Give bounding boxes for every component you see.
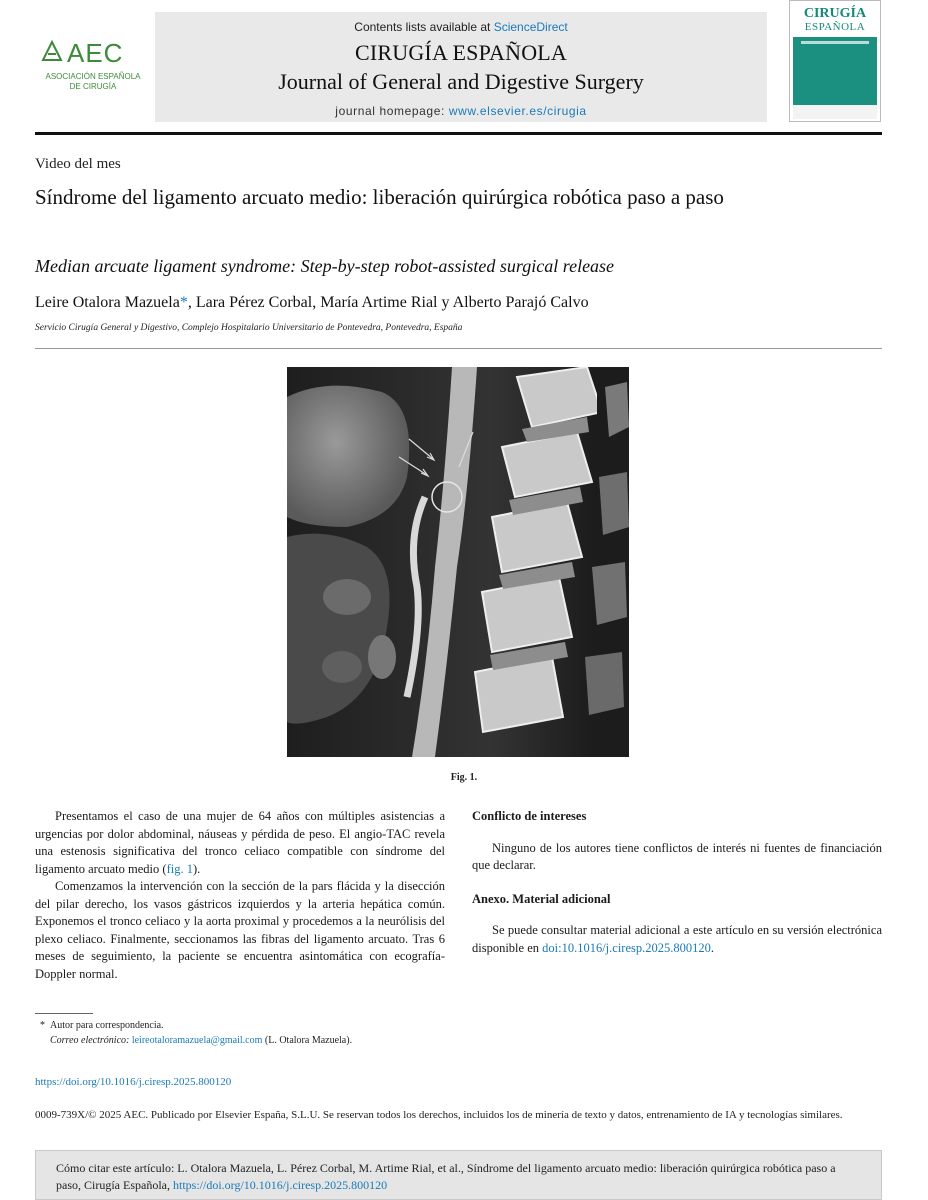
body-paragraph-1: Presentamos el caso de una mujer de 64 años con múltiples asistencias a urgencias por dolor abdominal, náuseas y pérdida de peso. El angio-TAC revela una estenosis significativa del tronco celiaco compatible con síndrome del ligamento arcuato medio (fig. 1). (35, 809, 445, 876)
sciencedirect-link[interactable]: ScienceDirect (493, 20, 568, 34)
header-divider (35, 132, 882, 135)
article-title-es: Síndrome del ligamento arcuato medio: liberación quirúrgica robótica paso a paso (35, 185, 724, 209)
citation-text: Cómo citar este artículo: L. Otalora Mazuela, L. Pérez Corbal, M. Artime Rial, et al., Síndrome del ligamento arcuato medio: liberación quirúrgica robótica paso a paso, Cirugía Española, https://doi.org/10.1016/j.ciresp.2025.800120 (56, 1161, 836, 1192)
supplementary-doi-link[interactable]: doi:10.1016/j.ciresp.2025.800120 (542, 940, 711, 955)
footnote-divider (35, 1013, 93, 1014)
corresponding-author-footnote: * Autor para correspondencia. Correo electrónico: leireotaloramazuela@gmail.com (L. Otalora Mazuela). (40, 1020, 353, 1046)
society-logo (35, 38, 151, 100)
copyright-notice: 0009-739X/© 2025 AEC. Publicado por Elsevier España, S.L.U. Se reservan todos los derechos, incluidos los de minería de texto y datos, entrenamiento de IA y tecnologías similares. (35, 1109, 843, 1121)
body-left-column (35, 808, 445, 983)
society-logo-text: AEC (67, 38, 124, 68)
corresponding-author-link[interactable]: * (179, 294, 188, 311)
journal-cover-thumbnail (789, 0, 881, 122)
author-list: Leire Otalora Mazuela*, Lara Pérez Corbal, María Artime Rial y Alberto Parajó Calvo (35, 294, 589, 311)
homepage-link[interactable]: www.elsevier.es/cirugia (448, 104, 587, 118)
affiliation: Servicio Cirugía General y Digestivo, Complejo Hospitalario Universitario de Pontevedra, Pontevedra, España (35, 323, 463, 333)
body-paragraph-2: Comenzamos la intervención con la sección de la pars flácida y la disección del pilar derecho, los vasos gástricos izquierdos y la arteria hepática común. Exponemos el tronco celiaco y la aorta proximal y procedemos a la neurólisis del plexo celiaco. Finalmente, seccionamos las fibras del ligamento arcuato. Tras 6 meses de seguimiento, la paciente se encuentra asintomática con ecografía-Doppler normal. (35, 879, 445, 981)
article-section: Video del mes (35, 156, 121, 172)
citation-doi-link[interactable]: https://doi.org/10.1016/j.ciresp.2025.800120 (172, 1178, 388, 1192)
ct-scan-figure (287, 367, 629, 757)
article-doi-link[interactable]: https://doi.org/10.1016/j.ciresp.2025.800120 (35, 1076, 232, 1088)
contents-line: Contents lists available at ScienceDirect (354, 20, 568, 34)
conflict-paragraph: Ninguno de los autores tiene conflictos de interés ni fuentes de financiación que declarar. (472, 840, 882, 872)
body-right-column (472, 808, 882, 973)
author-email-link[interactable]: leireotaloramazuela@gmail.com (131, 1035, 263, 1046)
supplementary-heading: Anexo. Material adicional (472, 891, 611, 906)
article-title-en: Median arcuate ligament syndrome: Step-by-step robot-assisted surgical release (35, 256, 615, 276)
figure-1-link[interactable]: fig. 1 (166, 861, 193, 876)
cover-title: CIRUGÍA (803, 6, 867, 21)
ct-scan-image (287, 367, 629, 757)
cover-subtitle: ESPAÑOLA (804, 21, 866, 33)
journal-title: CIRUGÍA ESPAÑOLA (354, 40, 568, 65)
figure-caption: Fig. 1. (450, 772, 478, 783)
journal-header (35, 0, 882, 124)
aec-logo-icon (41, 40, 63, 62)
supplementary-paragraph: Se puede consultar material adicional a este artículo en su versión electrónica disponible en doi:10.1016/j.ciresp.2025.800120. (472, 923, 882, 955)
citation-box (35, 1150, 882, 1200)
journal-banner (155, 12, 767, 122)
affiliation-divider (35, 348, 882, 349)
cover-band (793, 37, 877, 119)
conflict-heading: Conflicto de intereses (472, 809, 587, 823)
journal-homepage: journal homepage: www.elsevier.es/cirugia (335, 104, 587, 118)
society-name: ASOCIACIÓN ESPAÑOLA DE CIRUGÍA (45, 72, 141, 91)
journal-subtitle: Journal of General and Digestive Surgery (278, 69, 644, 94)
